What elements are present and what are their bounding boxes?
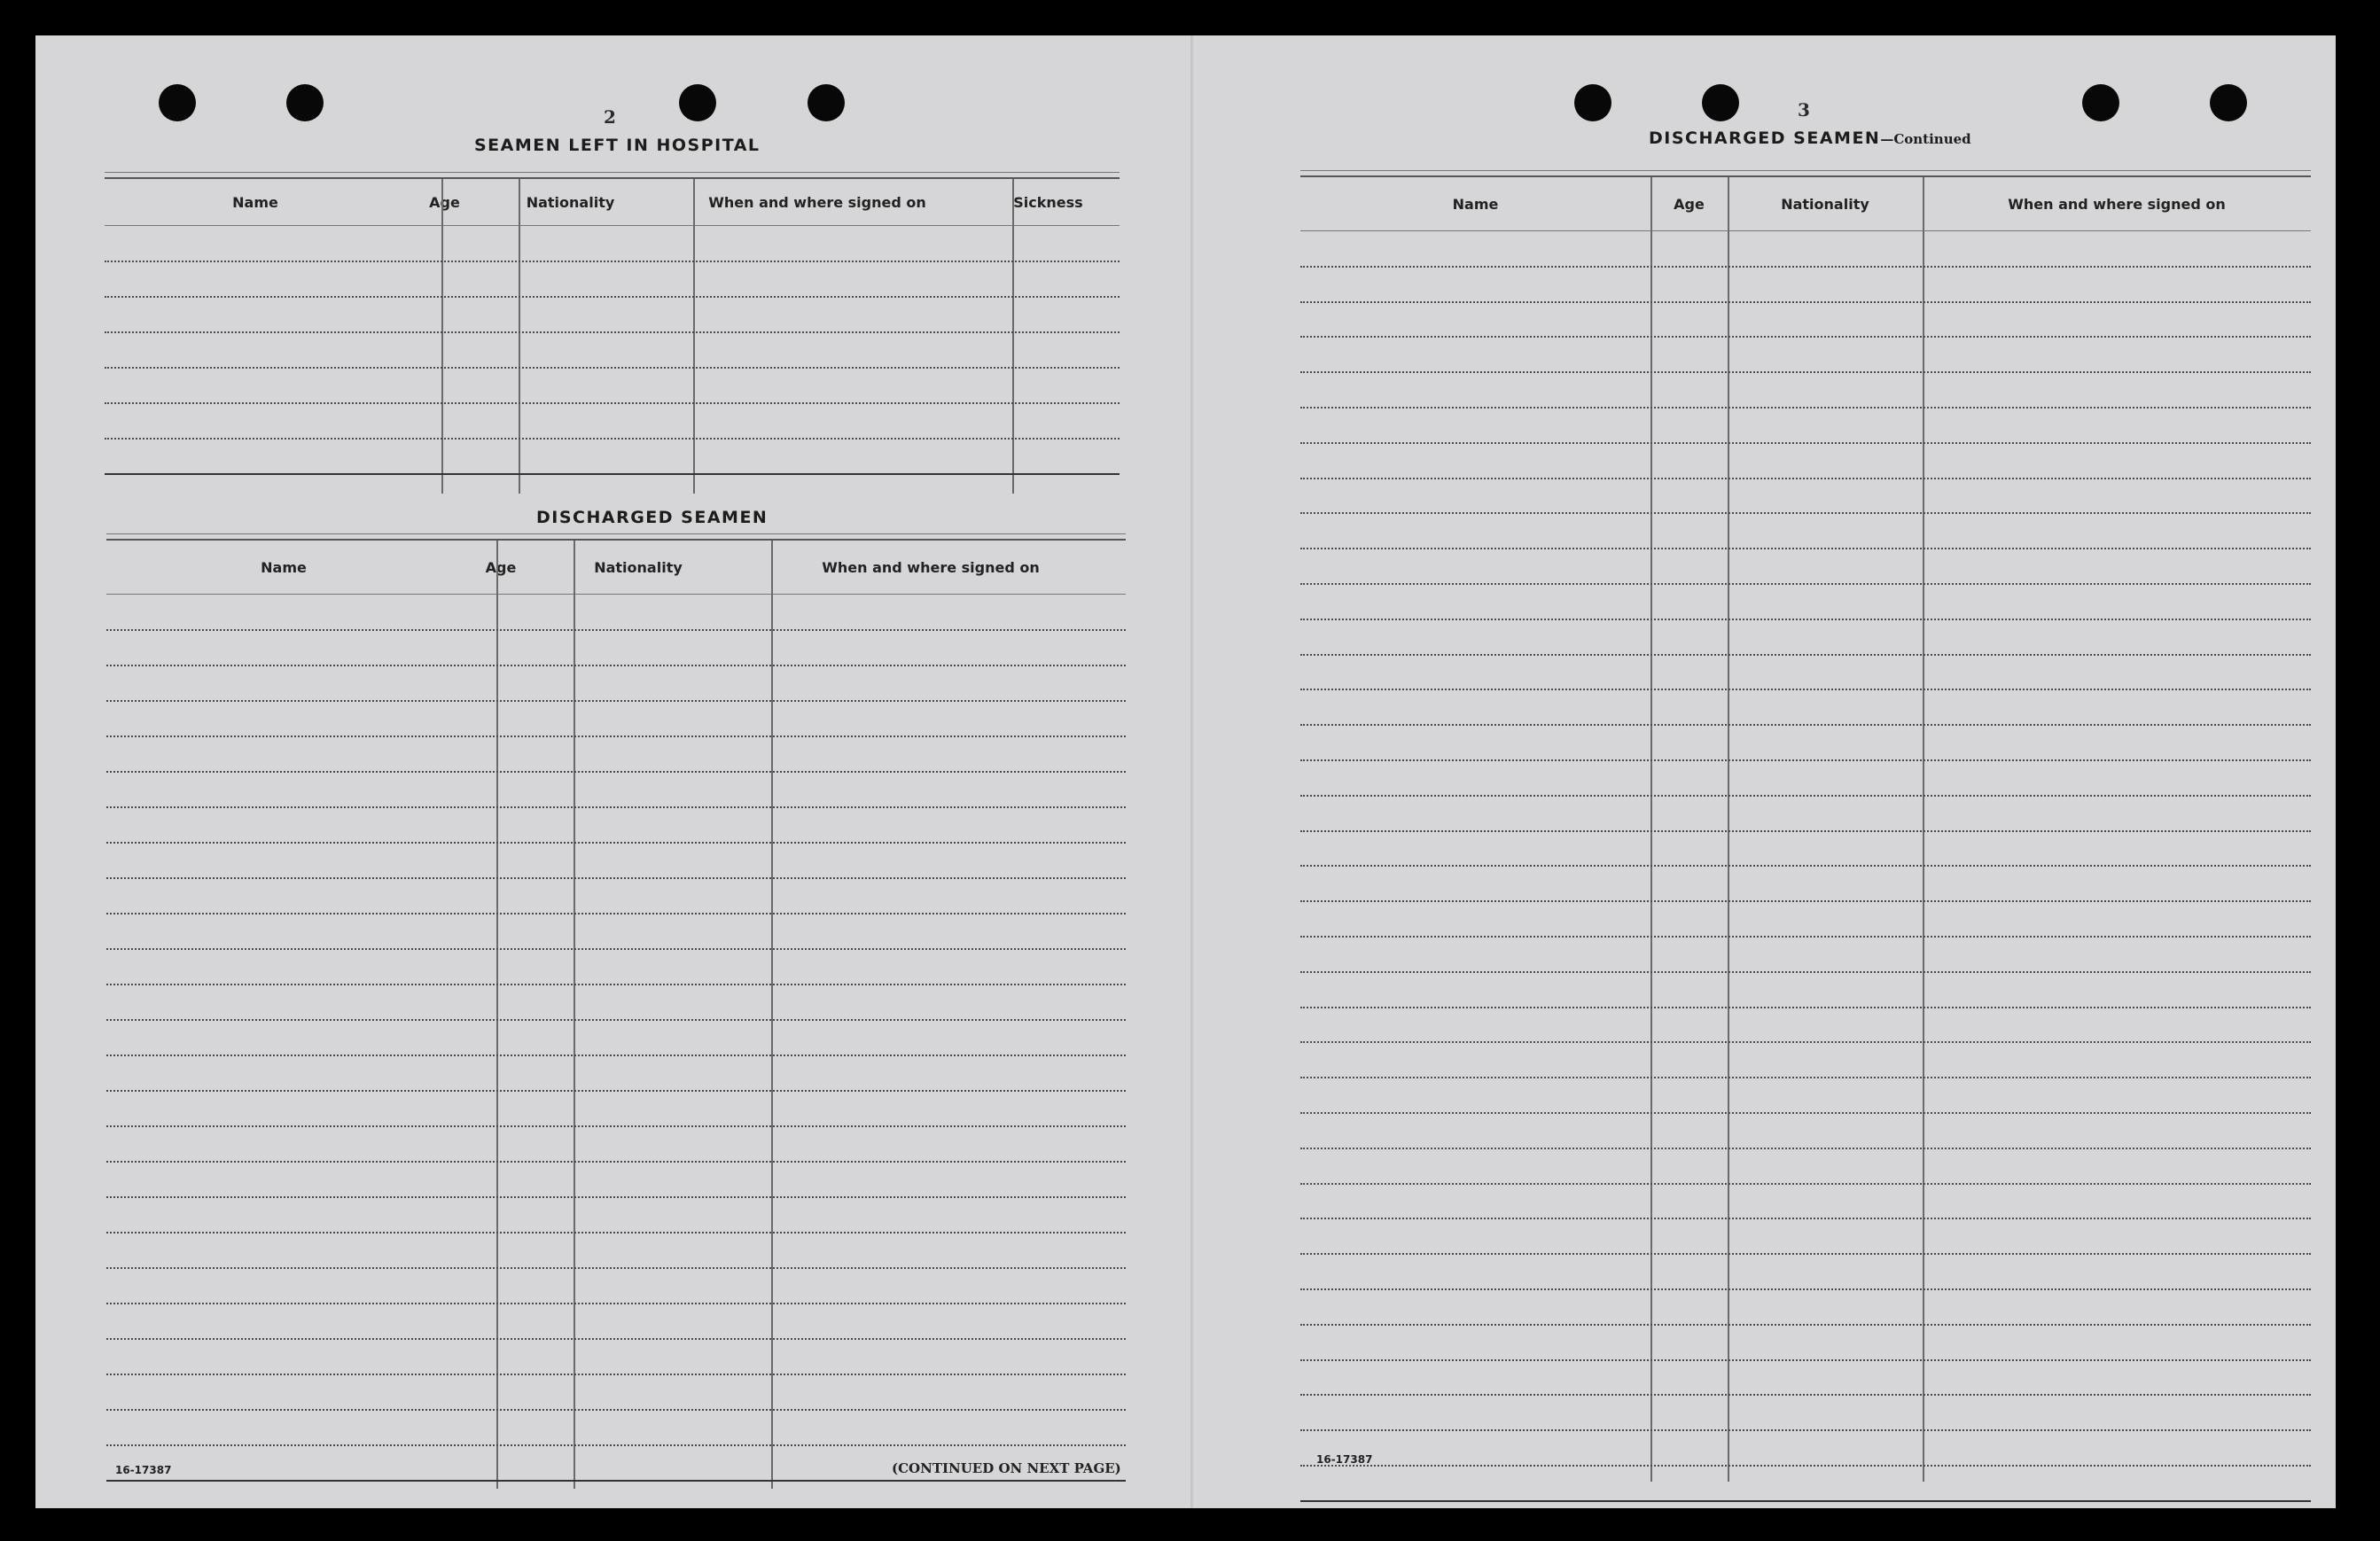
ruled-line bbox=[1300, 583, 2311, 585]
table-header bbox=[105, 179, 1120, 226]
hospital-table bbox=[105, 177, 1120, 494]
ruled-line bbox=[1300, 1359, 2311, 1361]
table-header bbox=[1300, 177, 2311, 231]
binder-hole bbox=[286, 84, 324, 121]
ruled-line bbox=[106, 1232, 1126, 1234]
binder-hole bbox=[159, 84, 196, 121]
ruled-line bbox=[1300, 266, 2311, 268]
ruled-line bbox=[105, 402, 1120, 404]
column-header-age: Age bbox=[485, 558, 517, 576]
ruled-line bbox=[1300, 971, 2311, 973]
column-header-name: Name bbox=[1452, 195, 1499, 213]
ruled-line bbox=[1300, 1288, 2311, 1290]
ruled-line bbox=[105, 296, 1120, 298]
scanned-form-spread bbox=[35, 35, 2336, 1508]
binder-hole bbox=[679, 84, 716, 121]
ruled-line bbox=[1300, 1041, 2311, 1043]
ruled-line bbox=[106, 1444, 1126, 1446]
ruled-line bbox=[106, 1019, 1126, 1021]
column-header-age: Age bbox=[1674, 195, 1705, 213]
ruled-line bbox=[106, 1409, 1126, 1411]
binder-hole bbox=[1702, 84, 1739, 121]
ruled-line bbox=[1300, 900, 2311, 902]
hospital-section-title: SEAMEN LEFT IN HOSPITAL bbox=[474, 136, 761, 155]
ruled-line bbox=[106, 700, 1126, 702]
column-header-nationality: Nationality bbox=[1781, 195, 1869, 213]
ruled-line bbox=[1300, 936, 2311, 938]
double-rule bbox=[1300, 170, 2311, 171]
ruled-line bbox=[105, 438, 1120, 440]
form-number: 16-17387 bbox=[1316, 1453, 1373, 1466]
ruled-line bbox=[1300, 1253, 2311, 1255]
ruled-line bbox=[1300, 1112, 2311, 1114]
ruled-line bbox=[106, 806, 1126, 808]
ruled-line bbox=[1300, 724, 2311, 726]
column-divider bbox=[519, 179, 520, 494]
ruled-line bbox=[1300, 865, 2311, 867]
continued-note: (CONTINUED ON NEXT PAGE) bbox=[892, 1460, 1121, 1476]
binder-hole bbox=[2210, 84, 2247, 121]
ruled-line bbox=[106, 1125, 1126, 1127]
ruled-line bbox=[1300, 1183, 2311, 1185]
ruled-line bbox=[1300, 301, 2311, 303]
table-header bbox=[106, 541, 1126, 595]
ruled-line bbox=[106, 735, 1126, 737]
discharged-continued-table bbox=[1300, 175, 2311, 1482]
ruled-line bbox=[106, 1267, 1126, 1269]
column-divider bbox=[693, 179, 695, 494]
right-page bbox=[1192, 35, 2336, 1508]
ruled-line bbox=[106, 1055, 1126, 1056]
ruled-line bbox=[106, 629, 1126, 631]
ruled-line bbox=[1300, 442, 2311, 444]
form-number: 16-17387 bbox=[115, 1464, 172, 1476]
ruled-line bbox=[106, 877, 1126, 879]
ruled-line bbox=[1300, 1007, 2311, 1008]
ruled-line bbox=[106, 984, 1126, 985]
ruled-line bbox=[106, 1090, 1126, 1092]
ruled-line bbox=[1300, 689, 2311, 690]
binder-hole bbox=[808, 84, 845, 121]
column-divider bbox=[574, 541, 575, 1489]
column-header-name: Name bbox=[261, 558, 307, 576]
ruled-line bbox=[1300, 795, 2311, 797]
column-header-signed-on: When and where signed on bbox=[822, 558, 1040, 576]
ruled-line bbox=[106, 771, 1126, 773]
ruled-line bbox=[1300, 1465, 2311, 1467]
column-header-signed-on: When and where signed on bbox=[708, 193, 926, 211]
ruled-line bbox=[106, 1480, 1126, 1482]
binder-hole bbox=[1574, 84, 1611, 121]
ruled-line bbox=[106, 948, 1126, 950]
ruled-line bbox=[1300, 371, 2311, 373]
column-header-name: Name bbox=[232, 193, 278, 211]
ruled-line bbox=[1300, 1077, 2311, 1078]
column-header-sickness: Sickness bbox=[1013, 193, 1083, 211]
ruled-line bbox=[1300, 1394, 2311, 1396]
ruled-line bbox=[1300, 1148, 2311, 1149]
ruled-line bbox=[1300, 548, 2311, 549]
ruled-line bbox=[1300, 619, 2311, 620]
ruled-line bbox=[1300, 407, 2311, 409]
ruled-line bbox=[105, 331, 1120, 333]
column-header-signed-on: When and where signed on bbox=[2008, 195, 2226, 213]
ruled-line bbox=[1300, 1218, 2311, 1219]
double-rule bbox=[106, 533, 1126, 534]
column-divider bbox=[496, 541, 498, 1489]
ruled-line bbox=[106, 1196, 1126, 1198]
ruled-line bbox=[105, 473, 1120, 475]
ruled-line bbox=[105, 367, 1120, 369]
section-title bbox=[1649, 128, 1971, 148]
page-number: 2 bbox=[604, 106, 616, 128]
ruled-line bbox=[106, 913, 1126, 914]
double-rule bbox=[105, 172, 1120, 173]
column-divider bbox=[1012, 179, 1014, 494]
discharged-section-title: DISCHARGED SEAMEN bbox=[536, 508, 769, 527]
ruled-line bbox=[1300, 336, 2311, 338]
ruled-line bbox=[106, 842, 1126, 844]
ruled-line bbox=[1300, 1324, 2311, 1326]
ruled-line bbox=[1300, 1429, 2311, 1431]
ruled-line bbox=[106, 665, 1126, 666]
left-page bbox=[35, 35, 1192, 1508]
section-title-suffix: —Continued bbox=[1880, 131, 1971, 147]
discharged-table bbox=[106, 539, 1126, 1489]
column-header-nationality: Nationality bbox=[594, 558, 683, 576]
column-divider bbox=[771, 541, 773, 1489]
ruled-line bbox=[106, 1303, 1126, 1304]
ruled-line bbox=[1300, 1500, 2311, 1502]
ruled-line bbox=[106, 1161, 1126, 1163]
ruled-line bbox=[1300, 830, 2311, 832]
section-title-main: DISCHARGED SEAMEN bbox=[1649, 128, 1881, 148]
column-divider bbox=[441, 179, 443, 494]
column-header-age: Age bbox=[429, 193, 460, 211]
column-header-nationality: Nationality bbox=[526, 193, 615, 211]
ruled-line bbox=[106, 1374, 1126, 1375]
ruled-line bbox=[1300, 654, 2311, 656]
ruled-line bbox=[105, 261, 1120, 262]
binder-hole bbox=[2082, 84, 2119, 121]
ruled-line bbox=[1300, 759, 2311, 761]
ruled-line bbox=[1300, 478, 2311, 479]
ruled-line bbox=[106, 1338, 1126, 1340]
page-number: 3 bbox=[1798, 99, 1810, 121]
ruled-line bbox=[1300, 512, 2311, 514]
